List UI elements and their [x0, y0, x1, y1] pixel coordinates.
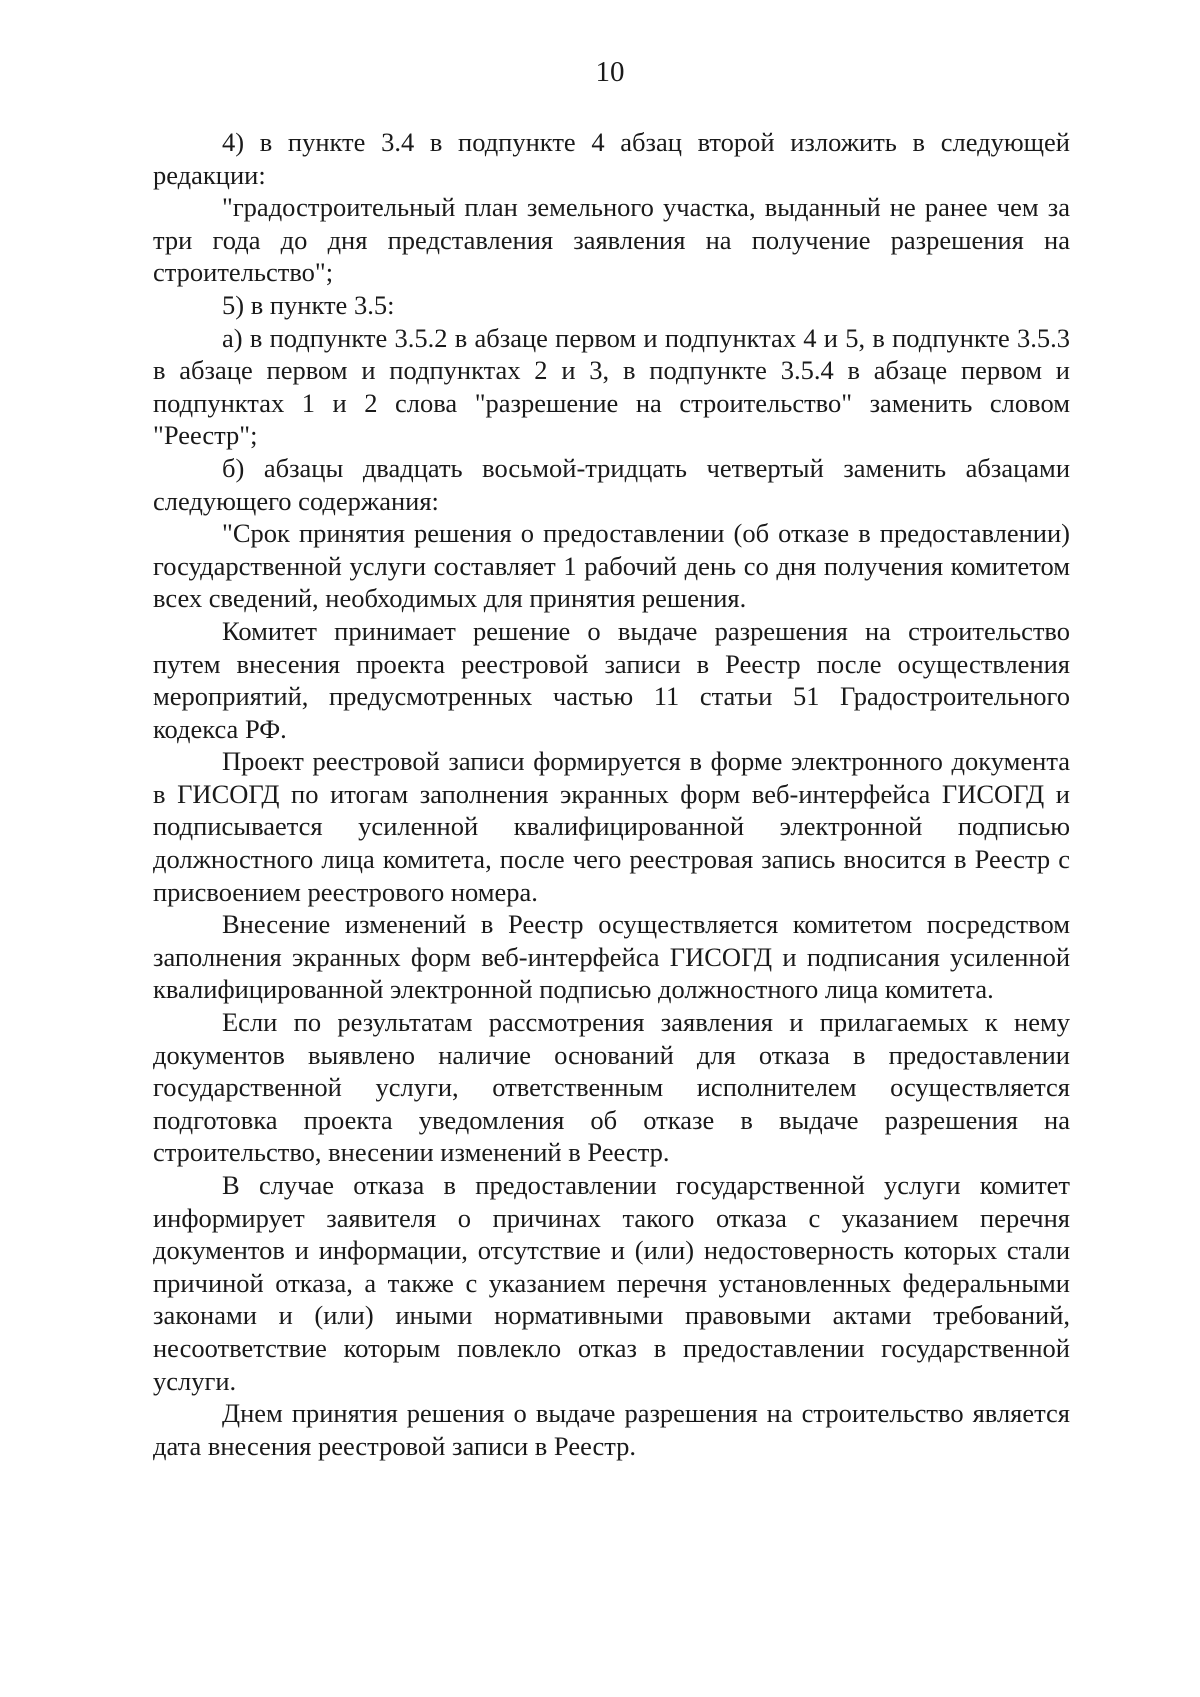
- paragraph-quoted-gpzu: "градостроительный план земельного участка, выданный не ранее чем за три года до дня представления заявления на получение разрешения на строительство";: [153, 192, 1070, 288]
- paragraph-item-4: 4) в пункте 3.4 в подпункте 4 абзац второй изложить в следующей редакции:: [153, 127, 1070, 190]
- paragraph-term: "Срок принятия решения о предоставлении (об отказе в предоставлении) государственной услуги составляет 1 рабочий день со дня получения комитетом всех сведений, необходимых для принятия решения.: [153, 518, 1070, 614]
- paragraph-decision-date: Днем принятия решения о выдаче разрешения на строительство является дата внесения реестровой записи в Реестр.: [153, 1398, 1070, 1461]
- paragraph-item-5: 5) в пункте 3.5:: [222, 289, 395, 320]
- paragraph-registry-record: Проект реестровой записи формируется в форме электронного документа в ГИСОГД по итогам заполнения экранных форм веб-интерфейса ГИСОГД и подписывается усиленной квалифицированной электронной подписью должностного лица комитета, после чего реестровая запись вносится в Реестр с присвоением реестрового номера.: [153, 746, 1070, 907]
- paragraph-subitem-b: б) абзацы двадцать восьмой-тридцать четвертый заменить абзацами следующего содержания:: [153, 452, 1070, 516]
- paragraph-refusal-grounds: Если по результатам рассмотрения заявления и прилагаемых к нему документов выявлено наличие оснований для отказа в предоставлении государственной услуги, ответственным исполнителем осуществляется подготовка проекта уведомления об отказе в выдаче разрешения на строительство, внесении изменений в Реестр.: [153, 1007, 1070, 1168]
- page-number: 10: [595, 56, 625, 88]
- paragraph-subitem-a: а) в подпункте 3.5.2 в абзаце первом и подпунктах 4 и 5, в подпункте 3.5.3 в абзаце первом и подпунктах 2 и 3, в подпункте 3.5.4 в абзаце первом и подпунктах 1 и 2 слова "разрешение на строительство" заменить словом "Реестр";: [153, 322, 1070, 451]
- paragraph-refusal-notice: В случае отказа в предоставлении государственной услуги комитет информирует заявителя о причинах такого отказа с указанием перечня документов и информации, отсутствие и (или) недостоверность которых стали причиной отказа, а также с указанием перечня установленных федеральными законами и (или) иными нормативными правовыми актами требований, несоответствие которым повлекло отказ в предоставлении государственной услуги.: [153, 1170, 1070, 1396]
- paragraph-committee-decision: Комитет принимает решение о выдаче разрешения на строительство путем внесения проекта реестровой записи в Реестр после осуществления мероприятий, предусмотренных частью 11 статьи 51 Градостроительного кодекса РФ.: [153, 615, 1070, 744]
- document-body: [153, 126, 1070, 1462]
- paragraph-registry-changes: Внесение изменений в Реестр осуществляется комитетом посредством заполнения экранных форм веб-интерфейса ГИСОГД и подписания усиленной квалифицированной электронной подписью должностного лица комитета.: [153, 909, 1070, 1005]
